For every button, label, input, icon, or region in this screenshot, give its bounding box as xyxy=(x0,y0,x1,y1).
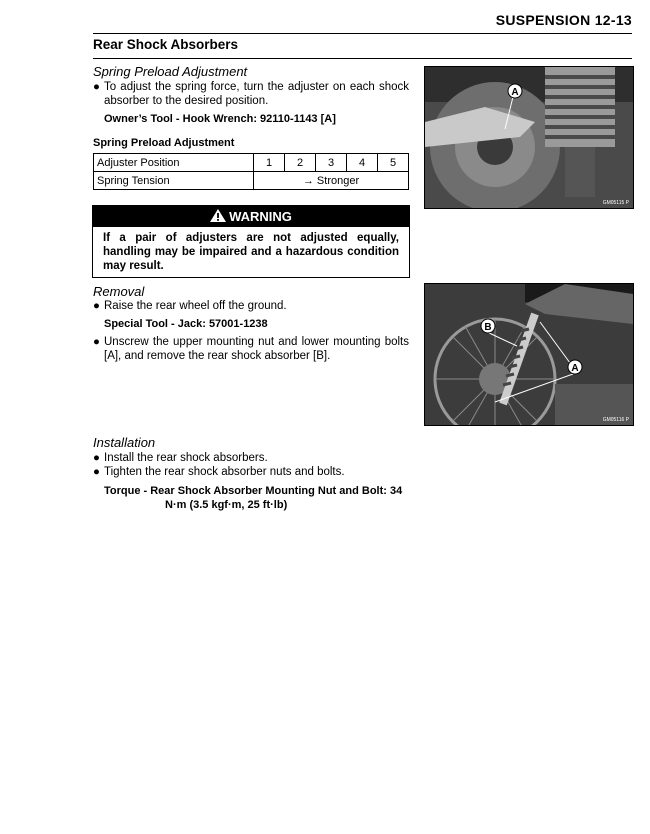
spring-preload-heading: Spring Preload Adjustment xyxy=(93,64,248,79)
warning-header xyxy=(93,206,409,227)
bullet-icon: ● xyxy=(93,81,100,93)
photo-2-label-b: B xyxy=(484,322,492,333)
installation-heading: Installation xyxy=(93,435,156,450)
photo-shock-absorber-removal xyxy=(424,283,634,426)
preload-table-title: Spring Preload Adjustment xyxy=(93,137,235,149)
installation-bullet-2 xyxy=(93,465,409,479)
special-tool-line: Special Tool - Jack: 57001-1238 xyxy=(104,318,268,330)
photo-2-label-a: A xyxy=(571,363,579,374)
spring-preload-bullet xyxy=(93,80,409,108)
table-cell-tension: → Stronger xyxy=(254,172,409,190)
installation-bullet-1-text: Install the rear shock absorbers. xyxy=(104,452,268,464)
warning-triangle-icon xyxy=(210,209,226,222)
installation-bullet-2-text: Tighten the rear shock absorber nuts and bolts. xyxy=(104,466,345,478)
table-cell-position: 5 xyxy=(378,154,409,172)
section-divider xyxy=(93,58,632,59)
removal-bullet-1-text: Raise the rear wheel off the ground. xyxy=(104,300,287,312)
table-cell-position: 1 xyxy=(254,154,285,172)
table-cell-position: 4 xyxy=(347,154,378,172)
bullet-icon: ● xyxy=(93,300,100,312)
spring-preload-bullet-text: To adjust the spring force, turn the adjuster on each shock absorber to the desired position. xyxy=(104,81,409,107)
table-row xyxy=(94,172,409,190)
warning-box xyxy=(92,205,410,278)
bullet-icon: ● xyxy=(93,452,100,464)
owners-tool-line: Owner’s Tool - Hook Wrench: 92110-1143 [A] xyxy=(104,113,336,125)
removal-bullet-2-text: Unscrew the upper mounting nut and lower mounting bolts [A], and remove the rear shock absorber [B]. xyxy=(104,336,409,362)
removal-bullet-1 xyxy=(93,299,409,313)
page-header-title: SUSPENSION 12-13 xyxy=(495,12,632,28)
section-title: Rear Shock Absorbers xyxy=(93,37,239,52)
photo-1-code: GM05115 P xyxy=(602,200,629,206)
bullet-icon: ● xyxy=(93,466,100,478)
photo-1-illustration xyxy=(425,67,633,208)
torque-line-2: N·m (3.5 kgf·m, 25 ft·lb) xyxy=(165,499,288,511)
removal-bullet-2 xyxy=(93,335,409,363)
spring-preload-table xyxy=(93,153,409,190)
torque-line-1: Torque - Rear Shock Absorber Mounting Nut and Bolt: 34 xyxy=(104,485,403,497)
table-cell-position: 2 xyxy=(285,154,316,172)
removal-heading: Removal xyxy=(93,284,145,299)
warning-text: If a pair of adjusters are not adjusted equally, handling may be impaired and a hazardous condition may result. xyxy=(103,232,399,272)
table-cell-label: Spring Tension xyxy=(94,172,254,190)
photo-2-illustration xyxy=(425,284,633,425)
photo-1-label-a: A xyxy=(511,87,519,98)
table-row xyxy=(94,154,409,172)
table-cell-label: Adjuster Position xyxy=(94,154,254,172)
photo-2-code: GM05116 P xyxy=(602,417,629,423)
header-divider xyxy=(93,33,632,34)
installation-bullet-1 xyxy=(93,451,409,465)
photo-hook-wrench-adjuster xyxy=(424,66,634,209)
table-cell-position: 3 xyxy=(316,154,347,172)
bullet-icon: ● xyxy=(93,336,100,348)
warning-title: WARNING xyxy=(229,209,292,224)
